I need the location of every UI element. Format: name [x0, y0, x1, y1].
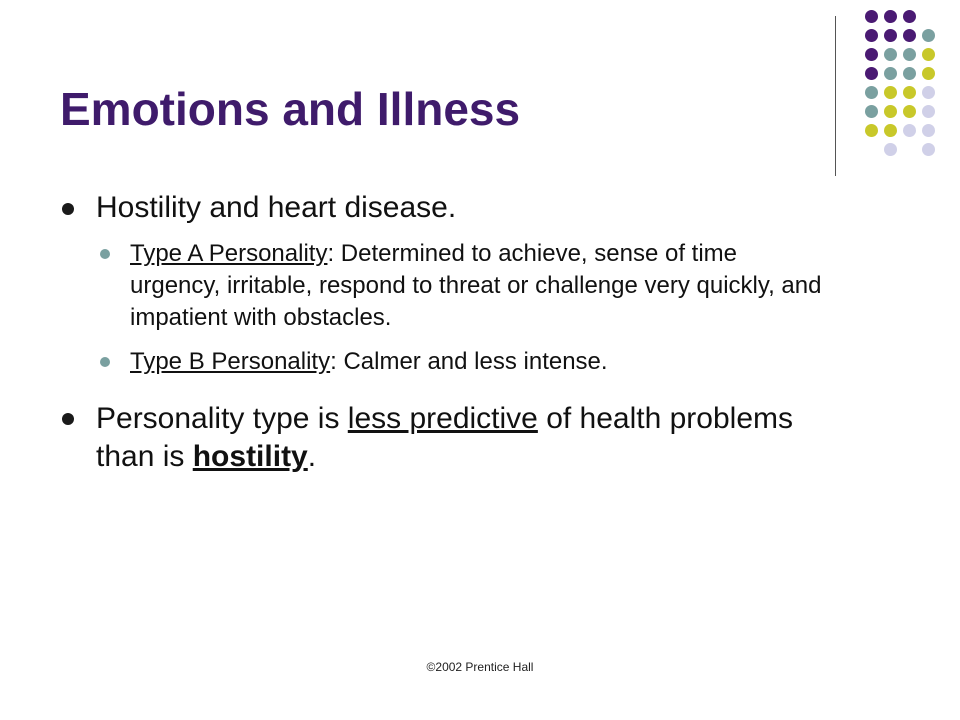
bullet-text-part2: of health problems than is	[96, 402, 794, 473]
decorative-dot-grid	[846, 10, 956, 160]
sub-bullet-dot-icon	[100, 357, 110, 367]
decorative-dot	[865, 10, 878, 23]
decorative-dot	[865, 124, 878, 137]
decorative-dot	[884, 29, 897, 42]
decorative-dot	[922, 29, 935, 42]
decorative-dot	[922, 124, 935, 137]
sub-bullet-type-a	[60, 238, 830, 334]
decorative-dot	[865, 105, 878, 118]
bullet-text-strong: hostility	[192, 440, 308, 473]
decorative-dot	[865, 86, 878, 99]
bullet-dot-icon	[62, 203, 74, 215]
slide-title: Emotions and Illness	[60, 83, 521, 135]
decorative-dot	[884, 10, 897, 23]
decorative-dot	[922, 67, 935, 80]
bullet-item-hostility	[60, 190, 830, 226]
decorative-dot	[884, 124, 897, 137]
decorative-dot	[865, 29, 878, 42]
decorative-dot	[922, 48, 935, 61]
bullet-text-emphasis: less predictive	[347, 402, 538, 435]
type-b-term: Type B Personality	[130, 348, 331, 375]
decorative-dot	[884, 143, 897, 156]
bullet-list	[60, 190, 830, 476]
decorative-dot	[884, 86, 897, 99]
decorative-dot	[903, 105, 916, 118]
decorative-dot	[903, 48, 916, 61]
decorative-dot	[903, 124, 916, 137]
sub-bullet-dot-icon	[100, 249, 110, 259]
decorative-dot	[903, 67, 916, 80]
vertical-divider	[835, 16, 836, 176]
bullet-text-part1: Personality type is	[96, 402, 348, 435]
decorative-dot	[922, 105, 935, 118]
decorative-dot	[903, 10, 916, 23]
decorative-dot	[903, 86, 916, 99]
decorative-dot	[922, 143, 935, 156]
decorative-dot	[884, 48, 897, 61]
type-b-description: : Calmer and less intense.	[330, 348, 608, 375]
type-a-description: : Determined to achieve, sense of time urgency, irritable, respond to threat or challenge very quickly, and impatient with obstacles.	[130, 240, 822, 331]
sub-bullet-type-b	[60, 346, 830, 378]
decorative-dot	[884, 105, 897, 118]
bullet-text-end: .	[307, 440, 317, 473]
decorative-dot	[865, 48, 878, 61]
bullet-text: Hostility and heart disease.	[96, 191, 457, 224]
bullet-item-personality	[60, 400, 830, 476]
bullet-dot-icon	[62, 413, 74, 425]
type-a-term: Type A Personality	[130, 240, 328, 267]
decorative-dot	[865, 67, 878, 80]
decorative-dot	[903, 29, 916, 42]
decorative-dot	[884, 67, 897, 80]
footer-copyright: ©2002 Prentice Hall	[426, 660, 534, 674]
decorative-dot	[922, 86, 935, 99]
